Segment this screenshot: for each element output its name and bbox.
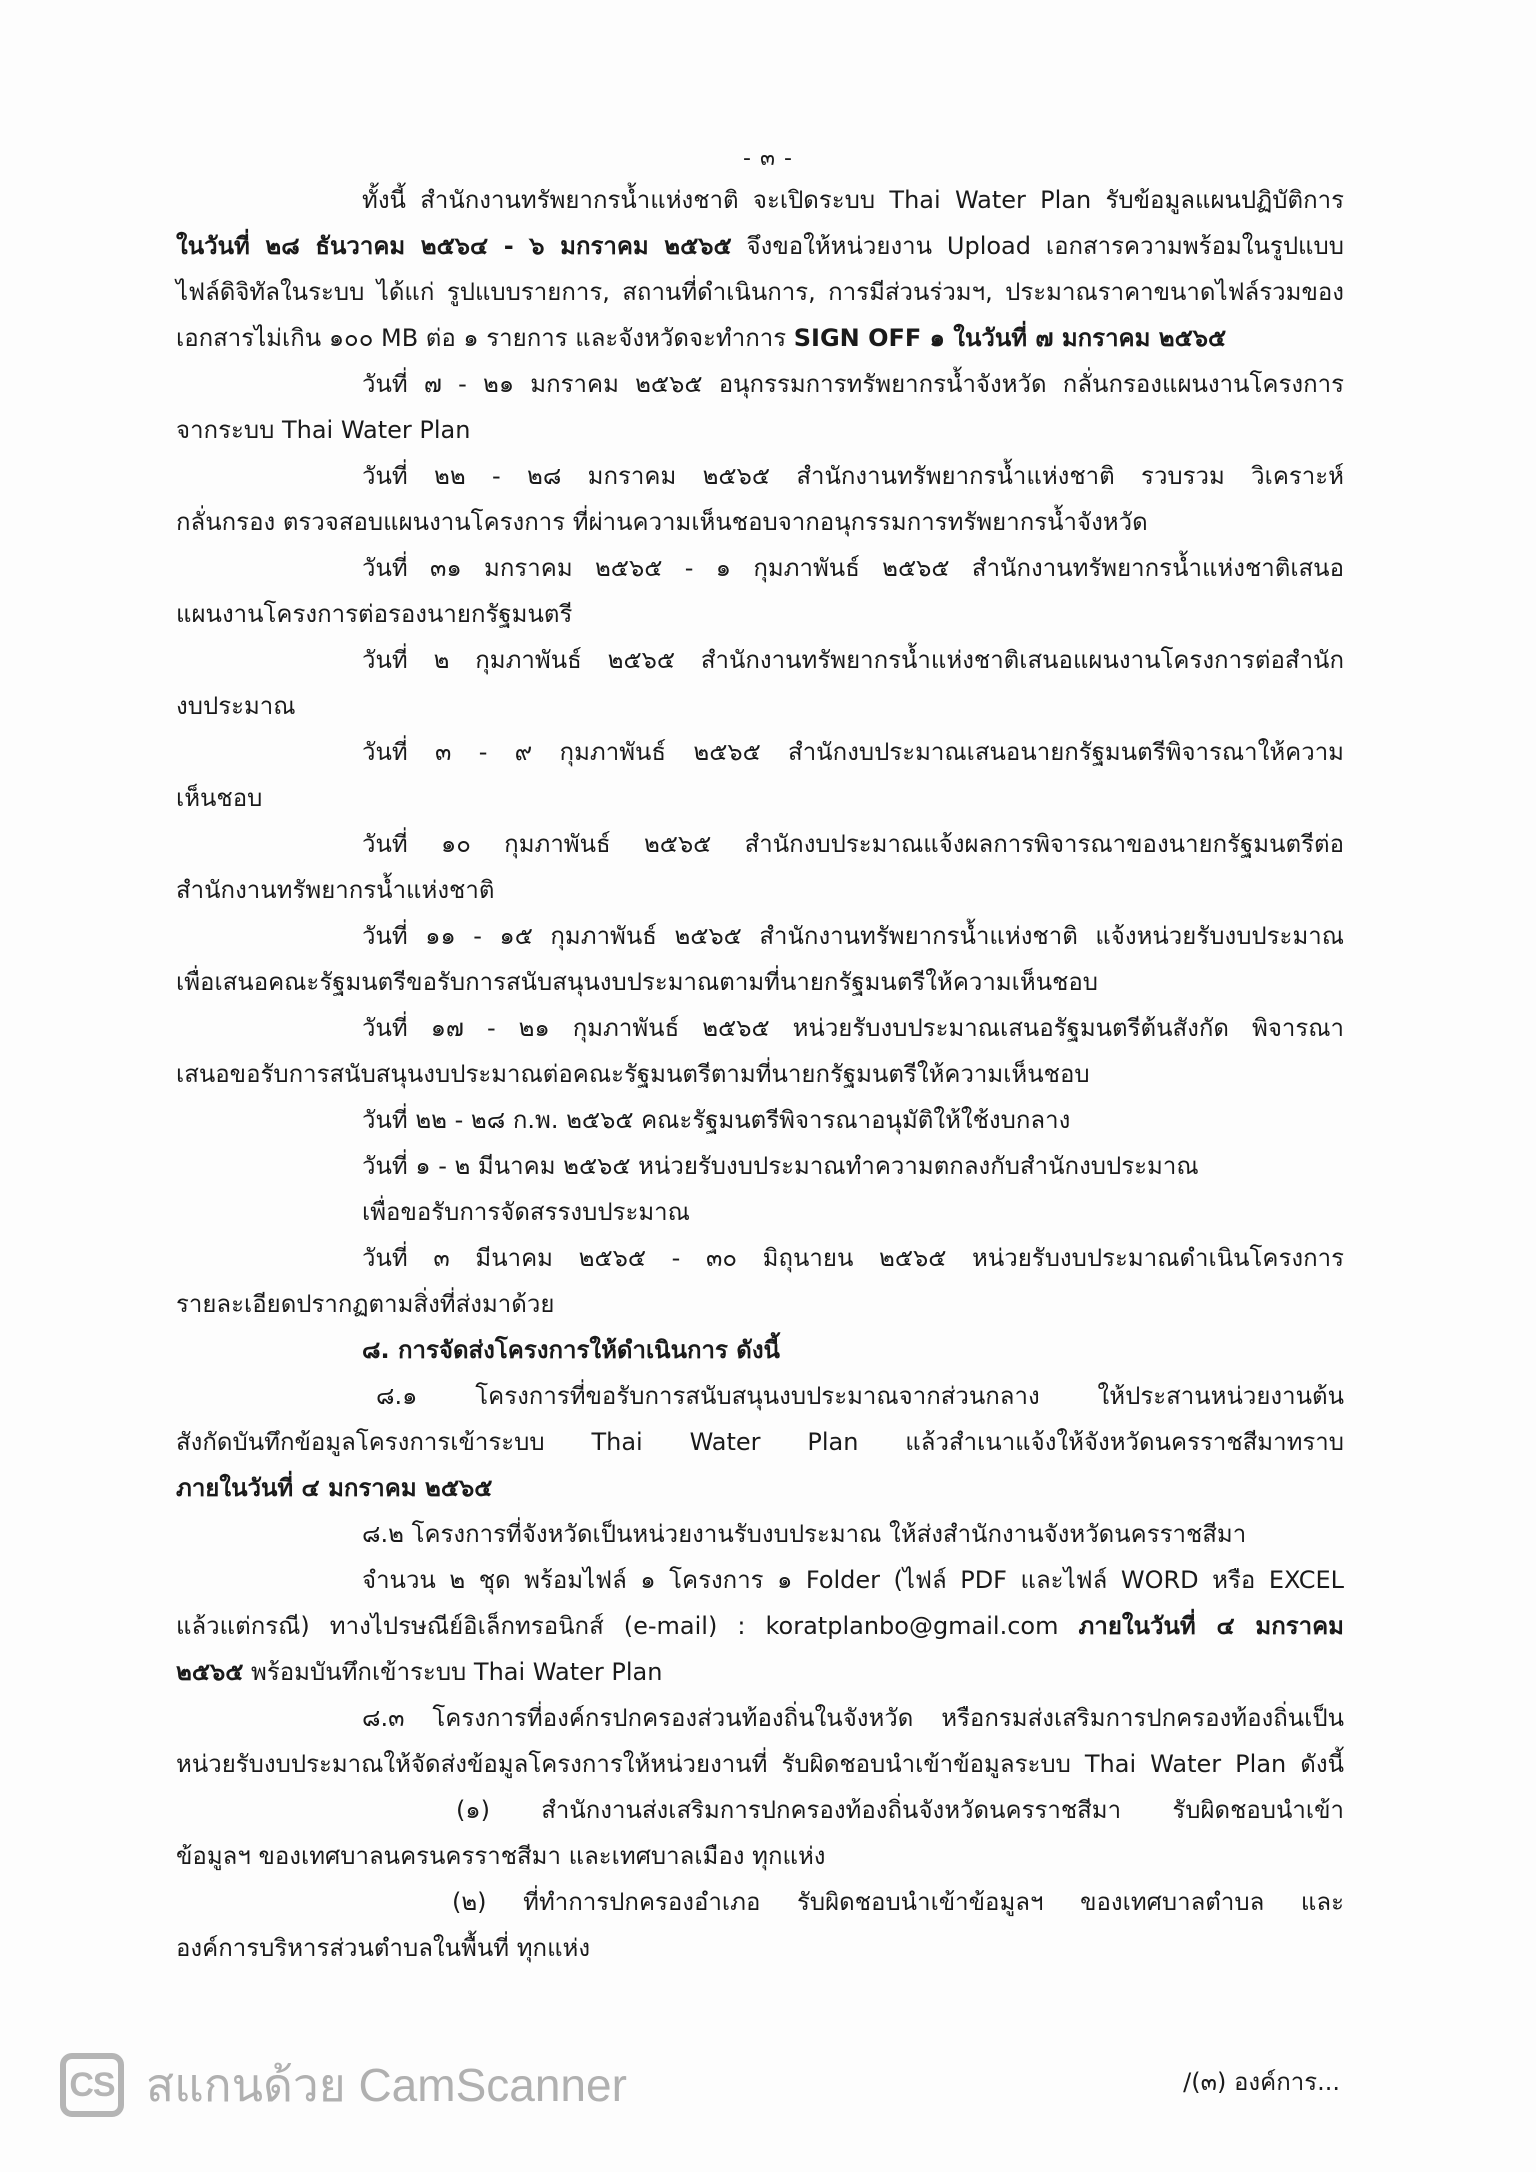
paragraph-line: รายละเอียดปรากฏตามสิ่งที่ส่งมาด้วย [176,1290,555,1318]
paragraph-line: วันที่ ๒๒ - ๒๘ ก.พ. ๒๕๖๕ คณะรัฐมนตรีพิจารณาอนุมัติให้ใช้งบกลาง [362,1106,1071,1134]
camscanner-logo-icon: CS [60,2053,124,2117]
paragraph-line [176,228,1344,264]
paragraph-line: ๘.๑ โครงการที่ขอรับการสนับสนุนงบประมาณจากส่วนกลาง ให้ประสานหน่วยงานต้น [376,1382,1344,1410]
paragraph-line: วันที่ ๓ มีนาคม ๒๕๖๕ - ๓๐ มิถุนายน ๒๕๖๕ หน่วยรับงบประมาณดำเนินโครงการ [362,1244,1344,1272]
paragraph-line: (๑) สำนักงานส่งเสริมการปกครองท้องถิ่นจังหวัดนครราชสีมา รับผิดชอบนำเข้า [456,1796,1344,1824]
paragraph-line: วันที่ ๑๐ กุมภาพันธ์ ๒๕๖๕ สำนักงบประมาณแจ้งผลการพิจารณาของนายกรัฐมนตรีต่อ [362,830,1344,858]
text-span: เอกสารไม่เกิน ๑๐๐ MB ต่อ ๑ รายการ และจังหวัดจะทำการ [176,324,794,352]
paragraph-line [176,320,1344,356]
paragraph-line: (๒) ที่ทำการปกครองอำเภอ รับผิดชอบนำเข้าข้อมูลฯ ของเทศบาลตำบล และ [452,1888,1344,1916]
text-span: จึงขอให้หน่วยงาน Upload เอกสารความพร้อมในรูปแบบ [731,232,1344,260]
paragraph-line: เพื่อเสนอคณะรัฐมนตรีขอรับการสนับสนุนงบประมาณตามที่นายกรัฐมนตรีให้ความเห็นชอบ [176,968,1099,996]
paragraph-line: วันที่ ๑๗ - ๒๑ กุมภาพันธ์ ๒๕๖๕ หน่วยรับงบประมาณเสนอรัฐมนตรีต้นสังกัด พิจารณา [362,1014,1344,1042]
paragraph-line: หน่วยรับงบประมาณให้จัดส่งข้อมูลโครงการให้หน่วยงานที่ รับผิดชอบนำเข้าข้อมูลระบบ Thai Water Plan ดังนี้ [176,1750,1344,1778]
camscanner-watermark [60,2050,627,2120]
paragraph-line: ๘.๒ โครงการที่จังหวัดเป็นหน่วยงานรับงบประมาณ ให้ส่งสำนักงานจังหวัดนครราชสีมา [362,1520,1247,1548]
paragraph-line: แผนงานโครงการต่อรองนายกรัฐมนตรี [176,600,573,628]
paragraph-line: องค์การบริหารส่วนตำบลในพื้นที่ ทุกแห่ง [176,1934,591,1962]
paragraph-line: วันที่ ๗ - ๒๑ มกราคม ๒๕๖๕ อนุกรรมการทรัพยากรน้ำจังหวัด กลั่นกรองแผนงานโครงการ [362,370,1344,398]
paragraph-line: สังกัดบันทึกข้อมูลโครงการเข้าระบบ Thai Water Plan แล้วสำเนาแจ้งให้จังหวัดนครราชสีมาทราบ [176,1428,1344,1456]
paragraph-line [176,1654,662,1690]
watermark-text: สแกนด้วย CamScanner [146,2058,627,2111]
text-span: พร้อมบันทึกเข้าระบบ Thai Water Plan [243,1658,663,1686]
paragraph-line: เสนอขอรับการสนับสนุนงบประมาณต่อคณะรัฐมนตรีตามที่นายกรัฐมนตรีให้ความเห็นชอบ [176,1060,1090,1088]
paragraph-line: จำนวน ๒ ชุด พร้อมไฟล์ ๑ โครงการ ๑ Folder (ไฟล์ PDF และไฟล์ WORD หรือ EXCEL [362,1566,1344,1594]
section-heading: ๘. การจัดส่งโครงการให้ดำเนินการ ดังนี้ [362,1336,780,1364]
bold-sign-off: SIGN OFF ๑ ในวันที่ ๗ มกราคม ๒๕๖๕ [793,324,1227,352]
paragraph-line: ทั้งนี้ สำนักงานทรัพยากรน้ำแห่งชาติ จะเปิดระบบ Thai Water Plan รับข้อมูลแผนปฏิบัติการ [362,186,1344,214]
paragraph-line: งบประมาณ [176,692,296,720]
paragraph-line: วันที่ ๒ กุมภาพันธ์ ๒๕๖๕ สำนักงานทรัพยากรน้ำแห่งชาติเสนอแผนงานโครงการต่อสำนัก [362,646,1344,674]
paragraph-line: สำนักงานทรัพยากรน้ำแห่งชาติ [176,876,495,904]
paragraph-line: เพื่อขอรับการจัดสรรงบประมาณ [362,1198,690,1226]
paragraph-line: กลั่นกรอง ตรวจสอบแผนงานโครงการ ที่ผ่านความเห็นชอบจากอนุกรรมการทรัพยากรน้ำจังหวัด [176,508,1148,536]
bold-date-range: ในวันที่ ๒๘ ธันวาคม ๒๕๖๔ - ๖ มกราคม ๒๕๖๕ [176,232,732,260]
paragraph-line: วันที่ ๓๑ มกราคม ๒๕๖๕ - ๑ กุมภาพันธ์ ๒๕๖๕ สำนักงานทรัพยากรน้ำแห่งชาติเสนอ [362,554,1344,582]
paragraph-line [176,1608,1344,1644]
bold-year: ๒๕๖๕ [176,1658,244,1686]
page-number: - ๓ - [743,146,793,171]
continuation-note: /(๓) องค์การ... [1183,2068,1340,2096]
bold-deadline: ภายในวันที่ ๔ มกราคม ๒๕๖๕ [176,1474,493,1502]
paragraph-line: วันที่ ๑ - ๒ มีนาคม ๒๕๖๕ หน่วยรับงบประมาณทำความตกลงกับสำนักงบประมาณ [362,1152,1199,1180]
paragraph-line: ข้อมูลฯ ของเทศบาลนครนครราชสีมา และเทศบาลเมือง ทุกแห่ง [176,1842,826,1870]
paragraph-line: วันที่ ๒๒ - ๒๘ มกราคม ๒๕๖๕ สำนักงานทรัพยากรน้ำแห่งชาติ รวบรวม วิเคราะห์ [362,462,1344,490]
paragraph-line: เห็นชอบ [176,784,263,812]
paragraph-line: ๘.๓ โครงการที่องค์กรปกครองส่วนท้องถิ่นในจังหวัด หรือกรมส่งเสริมการปกครองท้องถิ่นเป็น [362,1704,1344,1732]
email-text: แล้วแต่กรณี) ทางไปรษณีย์อิเล็กทรอนิกส์ (e-mail) : koratplanbo@gmail.com [176,1612,1079,1640]
bold-deadline: ภายในวันที่ ๔ มกราคม [1078,1612,1345,1640]
paragraph-line: ไฟล์ดิจิทัลในระบบ ได้แก่ รูปแบบรายการ, สถานที่ดำเนินการ, การมีส่วนร่วมฯ, ประมาณราคาขนาดไฟล์รวมของ [176,278,1344,306]
paragraph-line: จากระบบ Thai Water Plan [176,416,471,444]
paragraph-line: วันที่ ๓ - ๙ กุมภาพันธ์ ๒๕๖๕ สำนักงบประมาณเสนอนายกรัฐมนตรีพิจารณาให้ความ [362,738,1344,766]
paragraph-line: วันที่ ๑๑ - ๑๕ กุมภาพันธ์ ๒๕๖๕ สำนักงานทรัพยากรน้ำแห่งชาติ แจ้งหน่วยรับงบประมาณ [362,922,1344,950]
